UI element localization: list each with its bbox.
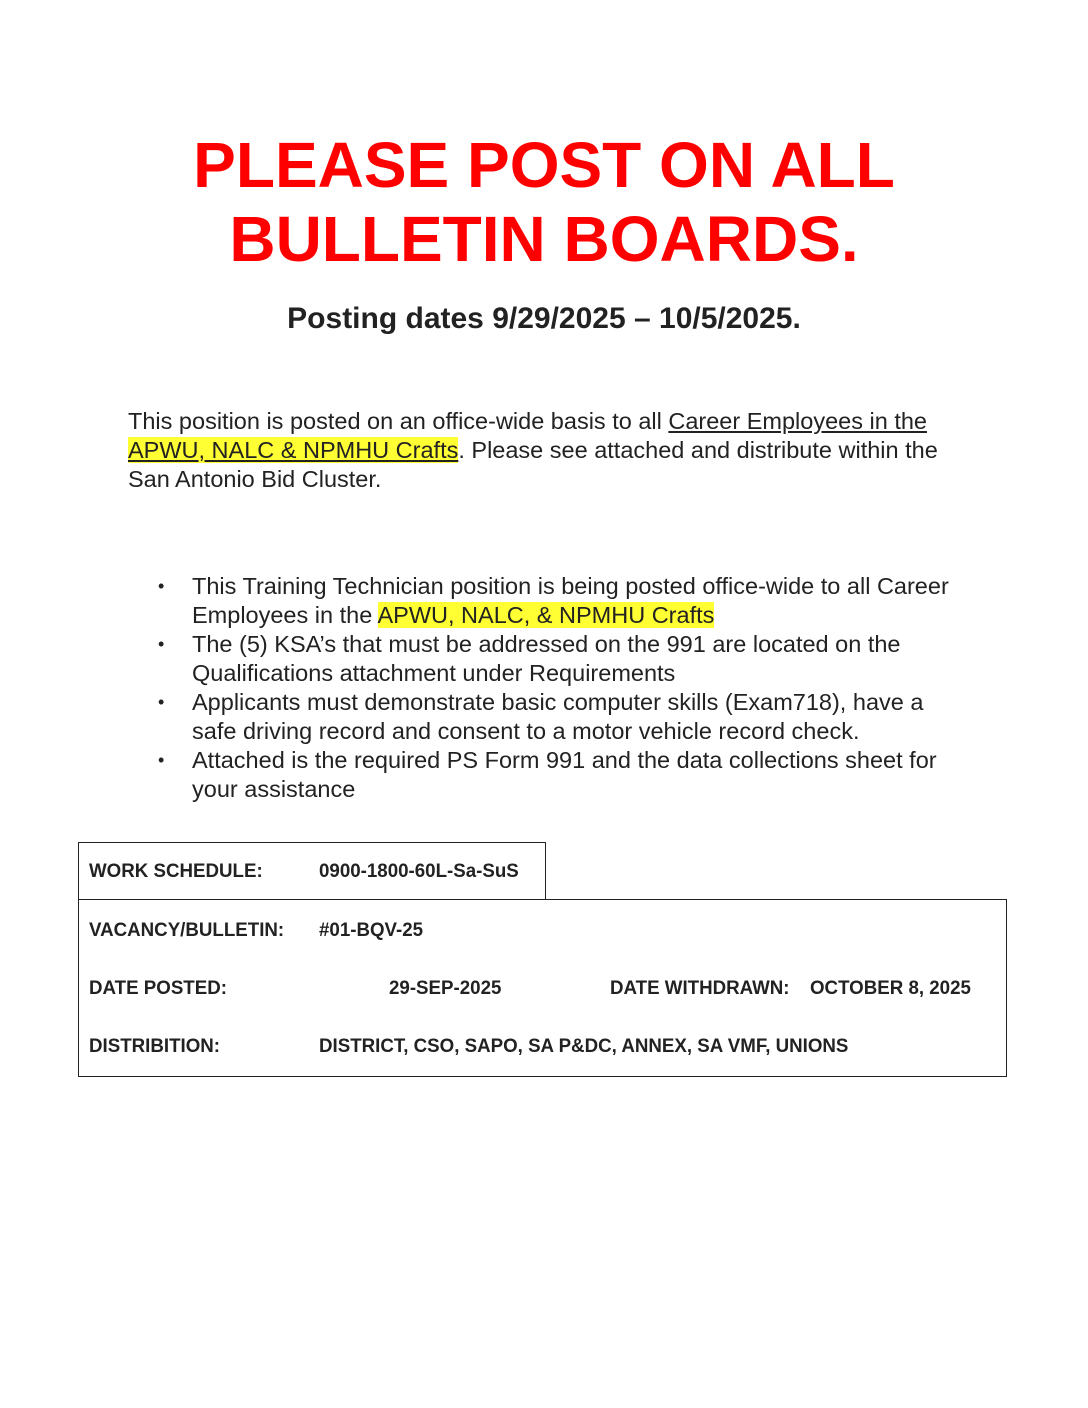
- work-schedule-value: 0900-1800-60L-Sa-SuS: [319, 860, 519, 882]
- list-item: [128, 688, 958, 746]
- bullet-dot-icon: •: [158, 750, 165, 770]
- bullet-dot-icon: •: [158, 576, 165, 596]
- bullet-dot-icon: •: [158, 692, 165, 712]
- date-withdrawn-label: DATE WITHDRAWN:: [610, 977, 790, 999]
- work-schedule-label: WORK SCHEDULE:: [89, 860, 263, 882]
- distribution-value: DISTRICT, CSO, SAPO, SA P&DC, ANNEX, SA VMF, UNIONS: [319, 1035, 849, 1057]
- list-item-text: The (5) KSA’s that must be addressed on the 991 are located on the Qualifications attachment under Requirements: [192, 631, 901, 686]
- date-posted-value: 29-SEP-2025: [389, 977, 502, 999]
- intro-paragraph: [128, 407, 948, 494]
- vacancy-bulletin-label: VACANCY/BULLETIN:: [89, 919, 285, 941]
- list-item-text: Applicants must demonstrate basic computer skills (Exam718), have a safe driving record and consent to a motor vehicle record check.: [192, 689, 924, 744]
- headline-line-1: PLEASE POST ON ALL: [193, 129, 895, 201]
- date-posted-label: DATE POSTED:: [89, 977, 227, 999]
- intro-text-start: This position is posted on an office-wide basis to all: [128, 408, 669, 434]
- intro-text-end: . Please see attached and distribute within the San Antonio Bid Cluster.: [128, 437, 938, 492]
- list-item-text: This Training Technician position is being posted office-wide to all Career Employees in the: [192, 573, 949, 628]
- intro-highlighted-crafts: APWU, NALC & NPMHU Crafts: [128, 437, 459, 463]
- posting-dates: Posting dates 9/29/2025 – 10/5/2025.: [287, 302, 801, 335]
- requirements-list: [128, 572, 958, 804]
- vacancy-bulletin-value: #01-BQV-25: [319, 919, 424, 941]
- intro-underlined-career: Career Employees in the: [668, 408, 928, 434]
- headline: [0, 128, 1088, 276]
- list-item-text: Attached is the required PS Form 991 and the data collections sheet for your assistance: [192, 747, 937, 802]
- list-item: [128, 572, 958, 630]
- date-withdrawn-value: OCTOBER 8, 2025: [810, 977, 971, 999]
- distribution-label: DISTRIBITION:: [89, 1035, 221, 1057]
- list-item: [128, 746, 958, 804]
- bullet-dot-icon: •: [158, 634, 165, 654]
- headline-line-2: BULLETIN BOARDS.: [229, 203, 859, 275]
- list-item-highlight: APWU, NALC, & NPMHU Crafts: [377, 602, 715, 628]
- list-item: [128, 630, 958, 688]
